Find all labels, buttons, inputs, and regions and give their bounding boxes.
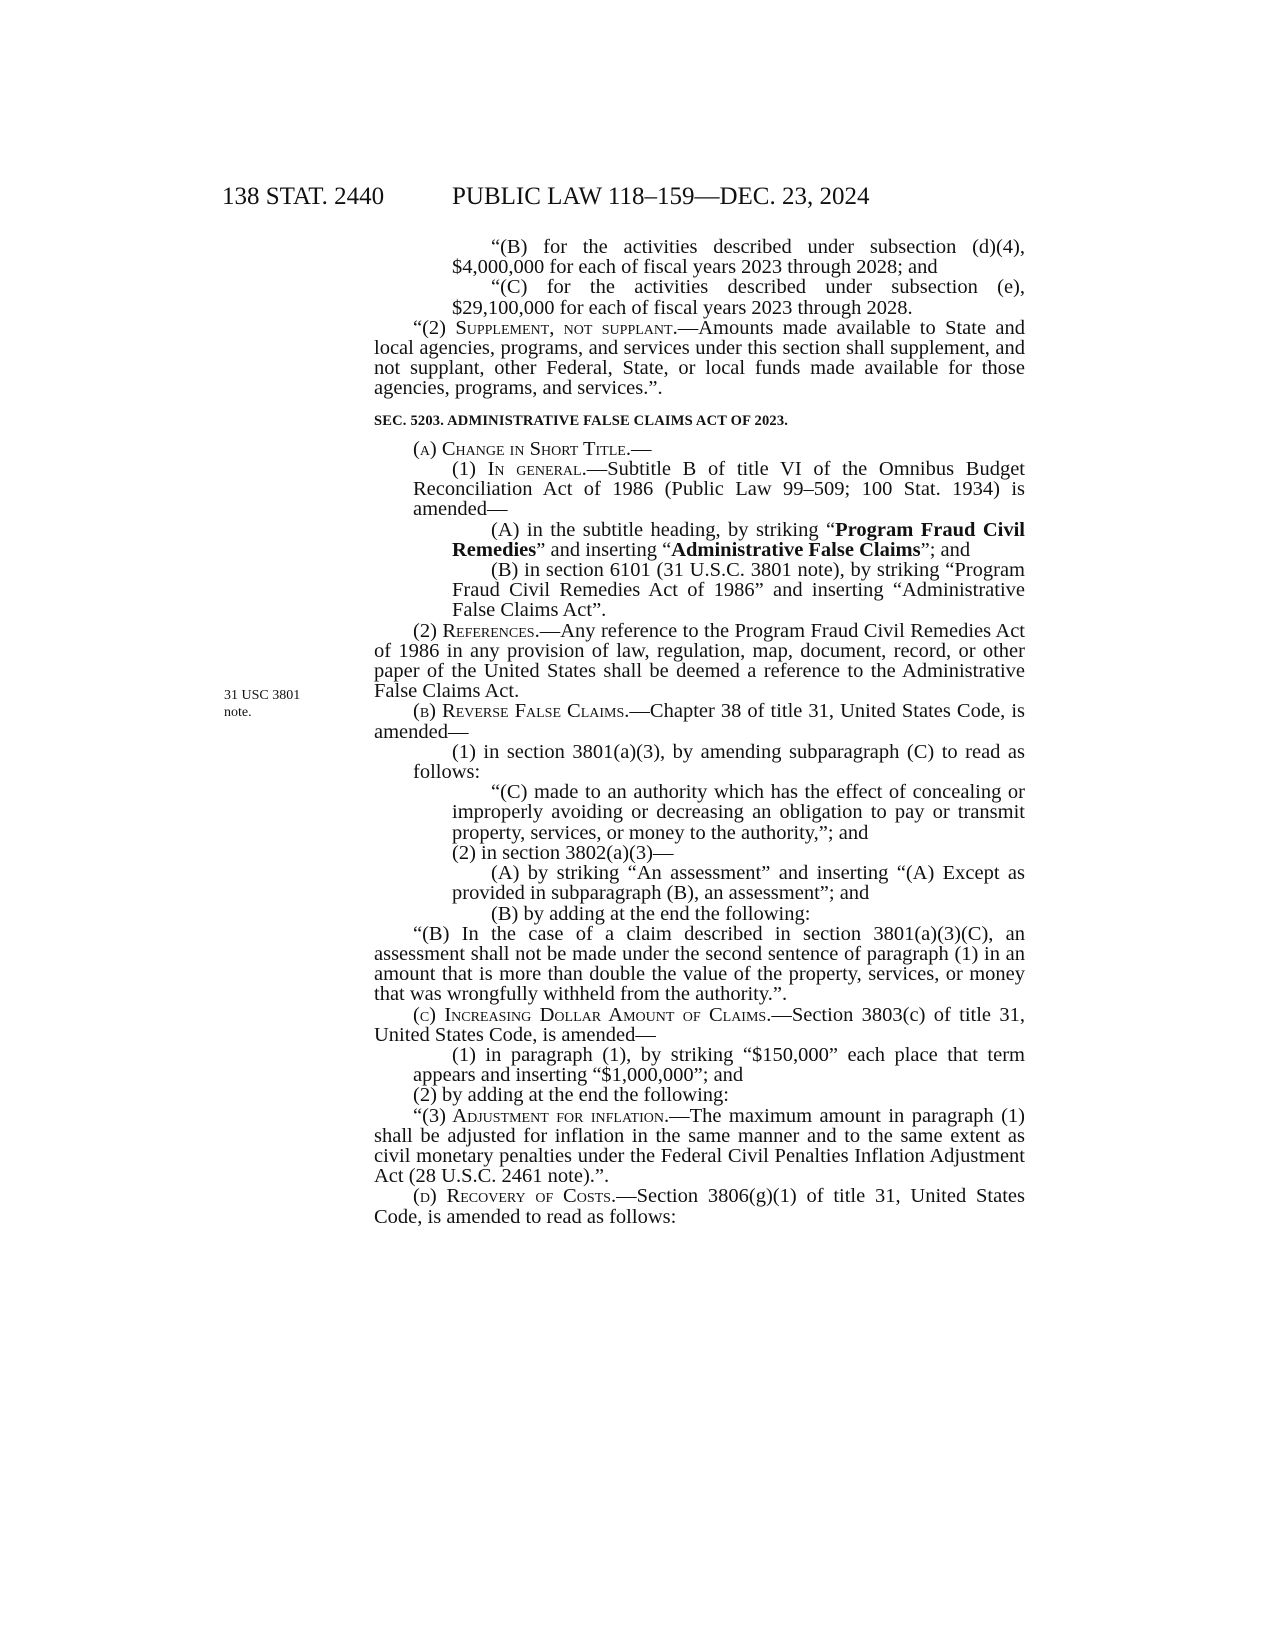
paragraph-heading: (2) References. [413, 619, 540, 642]
paragraph: (2) in section 3802(a)(3)— [452, 841, 674, 864]
paragraph-text: (A) in the subtitle heading, by striking “ [491, 518, 836, 541]
margin-note [224, 687, 300, 721]
paragraph-text: ” and inserting “ [536, 538, 672, 561]
paragraph-text: — [630, 437, 652, 460]
margin-note-line: note. [224, 705, 252, 720]
paragraph-heading: (a) Change in Short Title. [413, 437, 631, 460]
paragraph-heading: (d) Recovery of Costs. [413, 1185, 617, 1208]
section-heading: SEC. 5203. ADMINISTRATIVE FALSE CLAIMS ACT OF 2023. [374, 412, 789, 429]
paragraph-text: —Subtitle B of title VI of the Omnibus Budget Reconciliation Act of 1986 (Public Law 99–509; 100 Stat. 1934) is amended— [413, 458, 1026, 521]
paragraph-text: —Section 3803(c) of title 31, United States Code, is amended— [374, 1003, 1025, 1046]
paragraph-text: —Amounts made available to State and local agencies, programs, and services under this section shall supplement, and not supplant, other Federal, State, or local funds made available for those agencies, programs, and services.”. [374, 316, 1025, 400]
paragraph: (1) in section 3801(a)(3), by amending subparagraph (C) to read as follows: [413, 740, 1025, 784]
paragraph: (B) by adding at the end the following: [491, 902, 811, 925]
paragraph-heading: (c) Increasing Dollar Amount of Claims. [413, 1003, 772, 1026]
paragraph: (2) by adding at the end the following: [413, 1084, 729, 1107]
paragraph: (A) by striking “An assessment” and inserting “(A) Except as provided in subparagraph (B), an assessment”; and [452, 862, 1025, 905]
paragraph [374, 1005, 1025, 1045]
paragraph [374, 459, 1025, 520]
paragraph-heading: (b) Reverse False Claims. [413, 700, 630, 723]
paragraph-text: —The maximum amount in paragraph (1) shall be adjusted for inflation in the same manner and to the same extent as civil monetary penalties under the Federal Civil Penalties Inflation Adjustment Act (28 U.S.C. 2461 note).”. [374, 1104, 1026, 1188]
paragraph [374, 439, 1025, 459]
paragraph: (1) in paragraph (1), by striking “$150,000” each place that term appears and inserting “$1,000,000”; and [413, 1043, 1025, 1087]
paragraph [374, 318, 1025, 399]
paragraph-text: —Chapter 38 of title 31, United States Code, is amended— [374, 700, 1026, 743]
paragraph [374, 621, 1025, 702]
paragraph-heading: “(2) Supplement, not supplant. [413, 316, 678, 339]
bold-text: Program Fraud Civil Remedies [452, 518, 1025, 561]
paragraph-text: ”; and [920, 538, 971, 561]
document-body [374, 237, 1025, 1227]
paragraph-text: —Any reference to the Program Fraud Civil Remedies Act of 1986 in any provision of law, regulation, map, document, record, or other paper of the United States shall be deemed a reference to the Administrative False Claims Act. [374, 619, 1025, 703]
paragraph [374, 520, 1025, 560]
paragraph: “(B) for the activities described under subsection (d)(4), $4,000,000 for each of fiscal years 2023 through 2028; and [452, 236, 1025, 279]
paragraph: “(C) for the activities described under subsection (e), $29,100,000 for each of fiscal years 2023 through 2028. [452, 276, 1025, 319]
paragraph [374, 701, 1025, 741]
paragraph-heading: “(3) Adjustment for inflation. [413, 1104, 670, 1127]
paragraph [374, 1106, 1025, 1187]
margin-note-line: 31 USC 3801 [224, 688, 301, 703]
paragraph-heading: (1) In general. [452, 458, 587, 481]
paragraph: “(C) made to an authority which has the effect of concealing or improperly avoiding or decreasing an obligation to pay or transmit property, services, or money to the authority,”; and [452, 781, 1025, 844]
paragraph [374, 1186, 1025, 1226]
running-head-title: PUBLIC LAW 118–159—DEC. 23, 2024 [452, 183, 870, 210]
paragraph-text: —Section 3806(g)(1) of title 31, United States Code, is amended to read as follows: [374, 1185, 1025, 1228]
paragraph: (B) in section 6101 (31 U.S.C. 3801 note), by striking “Program Fraud Civil Remedies Act of 1986” and inserting “Administrative False Claims Act”. [452, 559, 1025, 622]
bold-text: Administrative False Claims [671, 538, 921, 561]
page-stat-number: 138 STAT. 2440 [222, 183, 385, 210]
paragraph: “(B) In the case of a claim described in section 3801(a)(3)(C), an assessment shall not be made under the second sentence of paragraph (1) in an amount that is more than double the value of the property, services, or money that was wrongfully withheld from the authority.”. [374, 922, 1025, 1006]
